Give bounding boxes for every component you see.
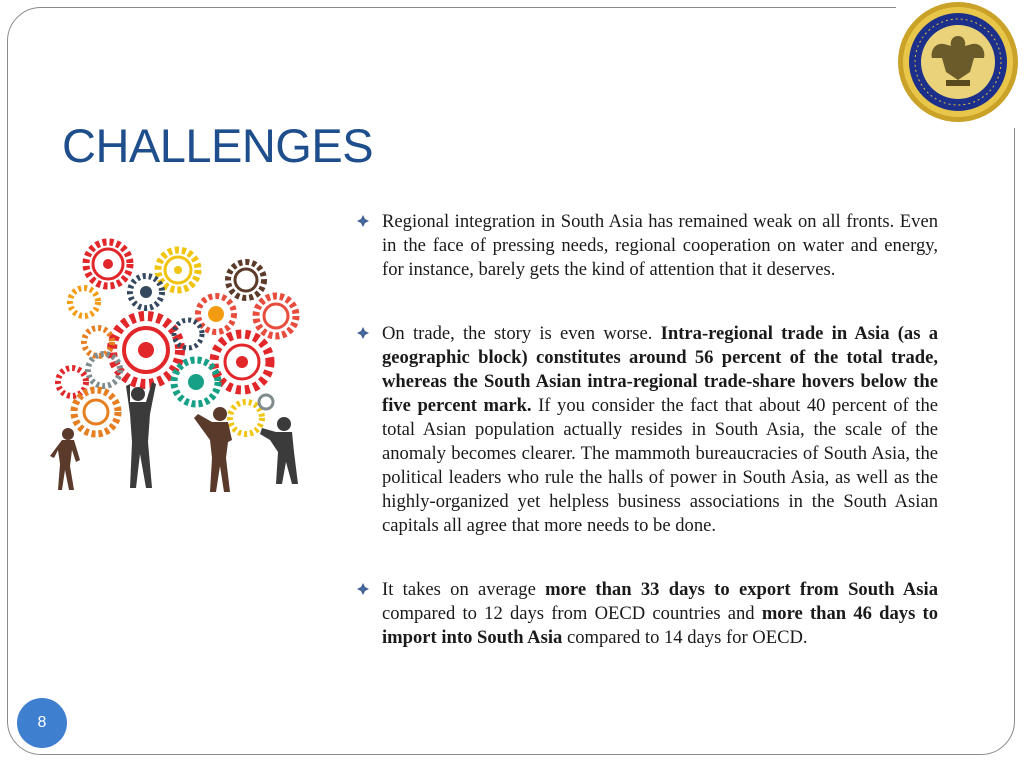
bullet-text: compared to 14 days for OECD. [562,627,808,648]
gear-shapes [58,242,296,434]
bullet-text: It takes on average [382,579,546,600]
gears-teamwork-illustration [38,232,314,514]
page-number-badge: 8 [17,698,67,748]
emblem-logo [896,0,1024,128]
bullet-text-bold: Intra-regional trade in Asia (as a geographic block) constitutes around 56 percent of the total trade, whereas the South Asian intra-regional trade-share hovers below the five percent mark. [382,323,938,416]
diamond-bullet-icon [356,323,370,337]
content-area [356,210,938,690]
bullet-text: compared to 12 days from OECD countries and [382,603,762,624]
bullet-item-export-import-days [356,578,938,650]
bullet-text-bold: more than 46 days to import into South Asia [382,603,938,648]
bullet-item-regional-integration [356,210,938,282]
slide-title: CHALLENGES [62,119,374,172]
bullet-item-trade [356,322,938,538]
diamond-bullet-icon [356,211,370,225]
bullet-text-bold: more than 33 days to export from South Asia [545,579,938,600]
bullet-text: Regional integration in South Asia has remained weak on all fronts. Even in the face of pressing needs, regional cooperation on water and energy, for instance, barely gets the kind of attention that it deserves. [382,211,938,280]
bullet-text: On trade, the story is even worse. [382,323,661,344]
diamond-bullet-icon [356,579,370,593]
bullet-text: If you consider the fact that about 40 percent of the total Asian population actually resides in South Asia, the scale of the anomaly becomes clearer. The mammoth bureaucracies of South Asia, the political leaders who rule the halls of power in South Asia, as well as the highly-organized yet helpless business associations in the South Asian capitals all agree that more needs to be done. [382,395,938,536]
